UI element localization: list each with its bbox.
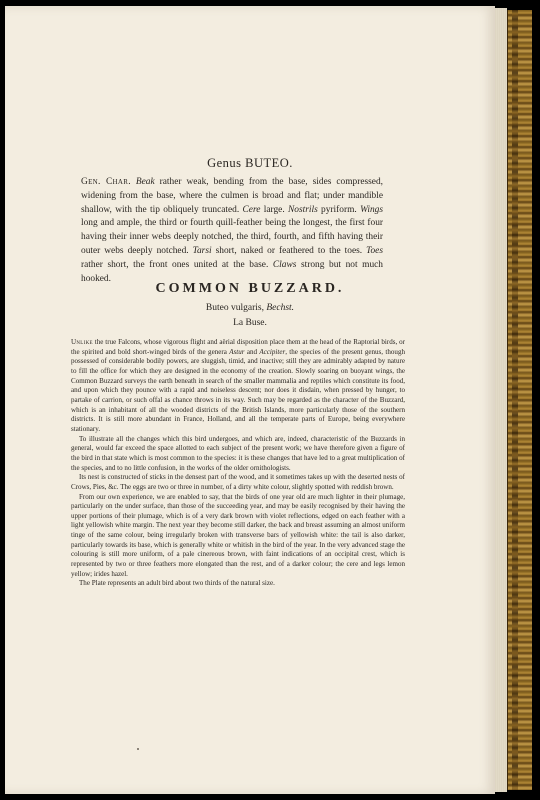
genus-heading: Genus BUTEO. (207, 156, 293, 170)
wings-term: Wings (360, 204, 383, 215)
gen-char-label: Gen. Char. (81, 177, 131, 187)
genus-astur: Astur (229, 347, 245, 356)
french-name: La Buse. (233, 318, 267, 328)
beak-description: rather weak, bending from the base, sides compressed, widening from the base, where the culmen is broad and flat; under mandible shallow, with the tip obliquely truncated. (81, 177, 384, 215)
toes-term: Toes (366, 245, 383, 256)
species-description (71, 338, 405, 589)
drop-word: Unlike (71, 338, 93, 346)
beak-term: Beak (135, 177, 155, 187)
paragraph-text: the true Falcons, whose vigorous flight and aërial disposition place them at the head of the Raptorial birds, or the spirited and bold short-winged birds of the genera (71, 338, 405, 356)
species-title: COMMON BUZZARD. (155, 281, 345, 296)
claws-term: Claws (272, 259, 297, 270)
paragraph-text: and (244, 347, 260, 356)
paragraph: From our own experience, we are enabled to say, that the birds of one year old are much lighter in their plumage, particularly on the under surface, than those of the succeeding year, and may be easily recognised by their having the upper portions of their plumage, which is of a very dark brown with violet reflections, edged on each feather with a light yellowish white margin. The next year they become still darker, the back and breast assuming an almost uniform tinge of the same colour, being irregularly broken with transverse bars of yellowish white: the tail is also darker, particularly towards its base, which is generally white or whitish in the bird of the year. In the very advanced stage the colouring is still more uniform, of a pale cinereous brown, with faint indications of an occipital crest, which is represented by two or three feathers more elongated than the rest, and of a darker colour; the cere and legs lemon yellow; irides hazel. (71, 492, 405, 578)
paragraph: To illustrate all the changes which this bird undergoes, and which are, indeed, characteristic of the Buzzards in general, would far exceed the space allotted to each subject of the present work; we have therefore given a figure of the bird in that state which is most common to the species: it is these changes that have led to a great multiplication of the species, and to no little confusion, in the works of the older ornithologists. (71, 434, 405, 472)
cere-term: Cere (242, 204, 261, 215)
page-stack-edge (495, 8, 507, 792)
tarsi-term: Tarsi (192, 245, 212, 256)
latin-name: Buteo vulgaris, (205, 303, 264, 313)
paragraph: Its nest is constructed of sticks in the densest part of the wood, and it sometimes takes up with the deserted nests of Crows, Pies, &c. The eggs are two or three in number, of a dirty white colour, slightly spotted with reddish brown. (71, 473, 405, 491)
book-page (5, 6, 495, 794)
nostrils-description: pyriform. (317, 204, 361, 215)
gilt-spine (507, 10, 532, 790)
paragraph-text: , the species of the present genus, though possessed of considerable bodily powers, are sluggish, timid, and inactive; still they are admirably adapted by nature to fill the office for which they are designed in the economy of the creation. Slowly soaring on buoyant wings, the Common Buzzard surveys the earth beneath in search of the smaller mammalia and reptiles which constitute its food, and upon which they pounce with a rapid and noiseless descent; nor does it disdain, when pressed by hunger, to partake of carrion, or such offal as chance throws in its way. Such may be regarded as the character of the Buzzard, which is an inhabitant of all the wooded districts of the British Islands, more particularly those of the southern districts. It is still more abundant in France, Holland, and all the temperate parts of Europe, being everywhere stationary. (71, 347, 405, 433)
paper-speck (137, 748, 139, 750)
generic-characters (81, 176, 383, 286)
cere-description: large. (260, 204, 289, 215)
nostrils-term: Nostrils (288, 204, 318, 215)
latin-name-line (5, 303, 495, 313)
tarsi-description: short, naked or feathered to the toes. (211, 245, 367, 256)
wings-description: long and ample, the third or fourth quill-feather being the longest, the first four having their inner webs deeply notched, the third, fourth, and fifth having their outer webs deeply notched. (81, 218, 383, 256)
paragraph (71, 338, 405, 435)
paragraph: The Plate represents an adult bird about two thirds of the natural size. (79, 579, 275, 588)
claws-description: strong but not much hooked. (81, 259, 383, 284)
latin-author: Bechst. (266, 303, 295, 313)
genus-accipiter: Accipiter (259, 347, 286, 356)
toes-description: rather short, the front ones united at the base. (81, 259, 273, 270)
